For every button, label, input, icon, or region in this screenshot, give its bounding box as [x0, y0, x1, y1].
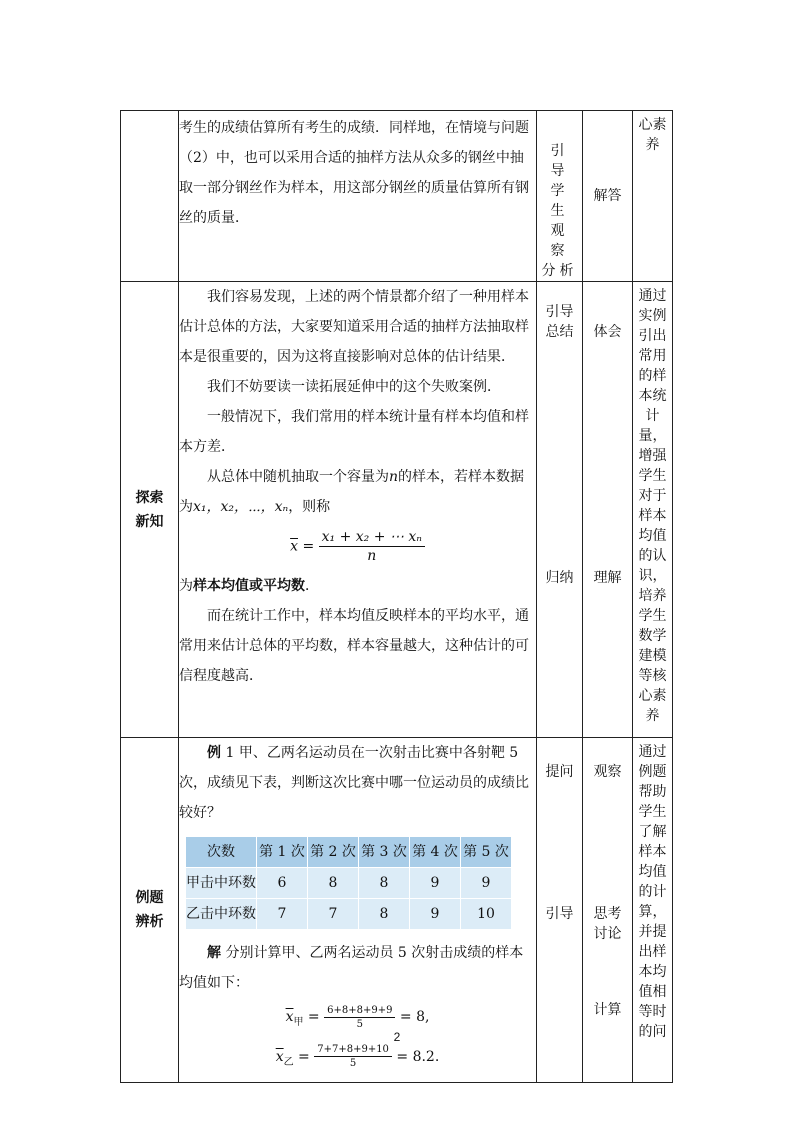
table-cell: 7 — [257, 899, 308, 930]
student-activity-2: 理解 — [593, 570, 622, 586]
paragraph — [179, 462, 536, 522]
mean-formula-yi: $\overline{x}_乙$ = $\frac{7+7+8+9+10}{5}$ = 8.2. — [275, 1044, 440, 1070]
subscript: 甲 — [293, 1016, 304, 1028]
content-line: 丝的质量． — [179, 210, 249, 226]
formula-denominator: 5 — [349, 1058, 357, 1070]
lesson-plan-table — [120, 110, 673, 1083]
formula-lhs: $\overline{x}$ — [290, 538, 298, 555]
section-label-empty — [121, 111, 179, 282]
content-line: 考生的成绩估算所有考生的成绩．同样地，在情境与问题 — [179, 120, 529, 136]
paragraph: 我们容易发现，上述的两个情景都介绍了一种用样本估计总体的方法，大家要知道采用合适的抽样方法抽取样本是很重要的，因为这将直接影响对总体的估计结果． — [179, 289, 529, 365]
text: 的样本，若样本数据为 — [179, 469, 525, 515]
student-activity: 解答 — [583, 111, 633, 282]
formula-fraction — [324, 1004, 395, 1031]
formula-numerator: x₁ + x₂ + ⋯ xₙ — [319, 528, 425, 547]
table-cell: 9 — [461, 868, 512, 899]
formula-numerator: 6+8+8+9+9 — [324, 1004, 395, 1018]
table-row-continuation — [121, 111, 673, 282]
header-cell: 第 1 次 — [257, 837, 308, 868]
example-number: 1 — [225, 745, 235, 761]
formula-result: = 8, — [399, 1009, 430, 1025]
math-vars: x₁，x₂，⋯，xₙ — [193, 499, 289, 515]
design-intent: 通过实例引出常用的样本统计量，增强学生对于样本均值的认识，培养学生数学建模等核心素养 — [633, 282, 673, 738]
text: ，则称 — [288, 499, 331, 515]
table-cell: 8 — [308, 868, 359, 899]
table-cell: 9 — [410, 899, 461, 930]
design-intent: 通过例题帮助学生了解样本均值的计算，并提出样本均值相等时的问 — [633, 738, 673, 1083]
subscript: 乙 — [283, 1056, 294, 1068]
paragraph: 一般情况下，我们常用的样本统计量有样本均值和样本方差． — [179, 409, 529, 455]
design-intent: 心素养 — [633, 111, 673, 282]
example-text — [179, 738, 536, 828]
header-cell: 第 5 次 — [461, 837, 512, 868]
student-activity-3: 计算 — [593, 1002, 622, 1018]
paragraph: 而在统计工作中，样本均值反映样本的平均水平，通常用来估计总体的平均数，样本容量越大，这种估计的可信程度越高． — [179, 608, 529, 684]
formula-numerator: 7+7+8+9+10 — [314, 1043, 392, 1057]
text: 从总体中随机抽取一个容量为 — [207, 469, 389, 485]
mean-formula-jia: $\overline{x}_甲$ = $\frac{6+8+8+9+9}{5}$ = 8, — [285, 1004, 430, 1030]
example-label: 例 — [207, 745, 221, 761]
formula-fraction — [319, 528, 425, 565]
paragraph: 我们不妨要读一读拓展延伸中的这个失败案例． — [207, 379, 501, 395]
row-label: 甲击中环数 — [186, 868, 257, 899]
header-cell: 第 2 次 — [308, 837, 359, 868]
solution-body: 分别计算甲、乙两名运动员 5 次射击成绩的样本均值如下： — [179, 945, 524, 991]
teacher-activity-1: 提问 — [545, 764, 574, 780]
section-label-text: 例题辨析 — [135, 889, 164, 930]
text: ． — [305, 578, 319, 594]
header-cell: 次数 — [186, 837, 257, 868]
page-number: 2 — [393, 1030, 401, 1044]
mean-formula: $\overline{x}$ = $\frac{\text{x₁ + x₂ + ⋯ xₙ}}{n}$ — [179, 528, 536, 565]
formula-denominator: 5 — [356, 1018, 363, 1030]
section-label — [121, 282, 179, 738]
table-cell: 8 — [359, 868, 410, 899]
example-body: 甲、乙两名运动员在一次射击比赛中各射靶 5 次，成绩见下表，判断这次比赛中哪一位运动员的成绩比较好？ — [179, 745, 529, 821]
table-row-explore — [121, 282, 673, 738]
student-activity-1: 观察 — [593, 764, 622, 780]
teacher-activity-1: 引导总结 — [545, 304, 574, 340]
definition — [179, 571, 536, 601]
score-table-row — [186, 899, 512, 930]
row-label: 乙击中环数 — [186, 899, 257, 930]
table-cell: 6 — [257, 868, 308, 899]
content-cell — [179, 111, 537, 282]
content-line: （2）中，也可以采用合适的抽样方法从众多的钢丝中抽 — [179, 150, 524, 166]
teacher-activity-2: 归纳 — [545, 570, 574, 586]
score-table-header — [186, 837, 512, 868]
section-label-text: 探索新知 — [135, 489, 164, 530]
teacher-activity — [537, 282, 583, 738]
score-table-row — [186, 868, 512, 899]
teacher-activity-2: 引导 — [545, 906, 574, 922]
student-activity — [583, 282, 633, 738]
table-cell: 10 — [461, 899, 512, 930]
solution-text — [179, 938, 536, 998]
definition-term: 样本均值或平均数 — [193, 578, 305, 594]
table-cell: 7 — [308, 899, 359, 930]
header-cell: 第 4 次 — [410, 837, 461, 868]
formula-denominator: n — [367, 548, 377, 564]
teacher-activity: 引 导 学 生 观 察 分析 — [537, 111, 583, 282]
student-activity-2: 思考讨论 — [593, 906, 622, 942]
formula-result: = 8.2. — [396, 1048, 440, 1065]
solution-label: 解 — [207, 945, 221, 961]
table-cell: 9 — [410, 868, 461, 899]
student-activity-1: 体会 — [593, 324, 622, 340]
math-n: n — [389, 469, 399, 485]
score-table — [185, 836, 512, 930]
table-cell: 8 — [359, 899, 410, 930]
content-cell — [179, 282, 537, 738]
content-line: 取一部分钢丝作为样本，用这部分钢丝的质量估算所有钢 — [179, 180, 529, 196]
formula-fraction — [314, 1043, 392, 1070]
header-cell: 第 3 次 — [359, 837, 410, 868]
text: 为 — [179, 578, 193, 594]
